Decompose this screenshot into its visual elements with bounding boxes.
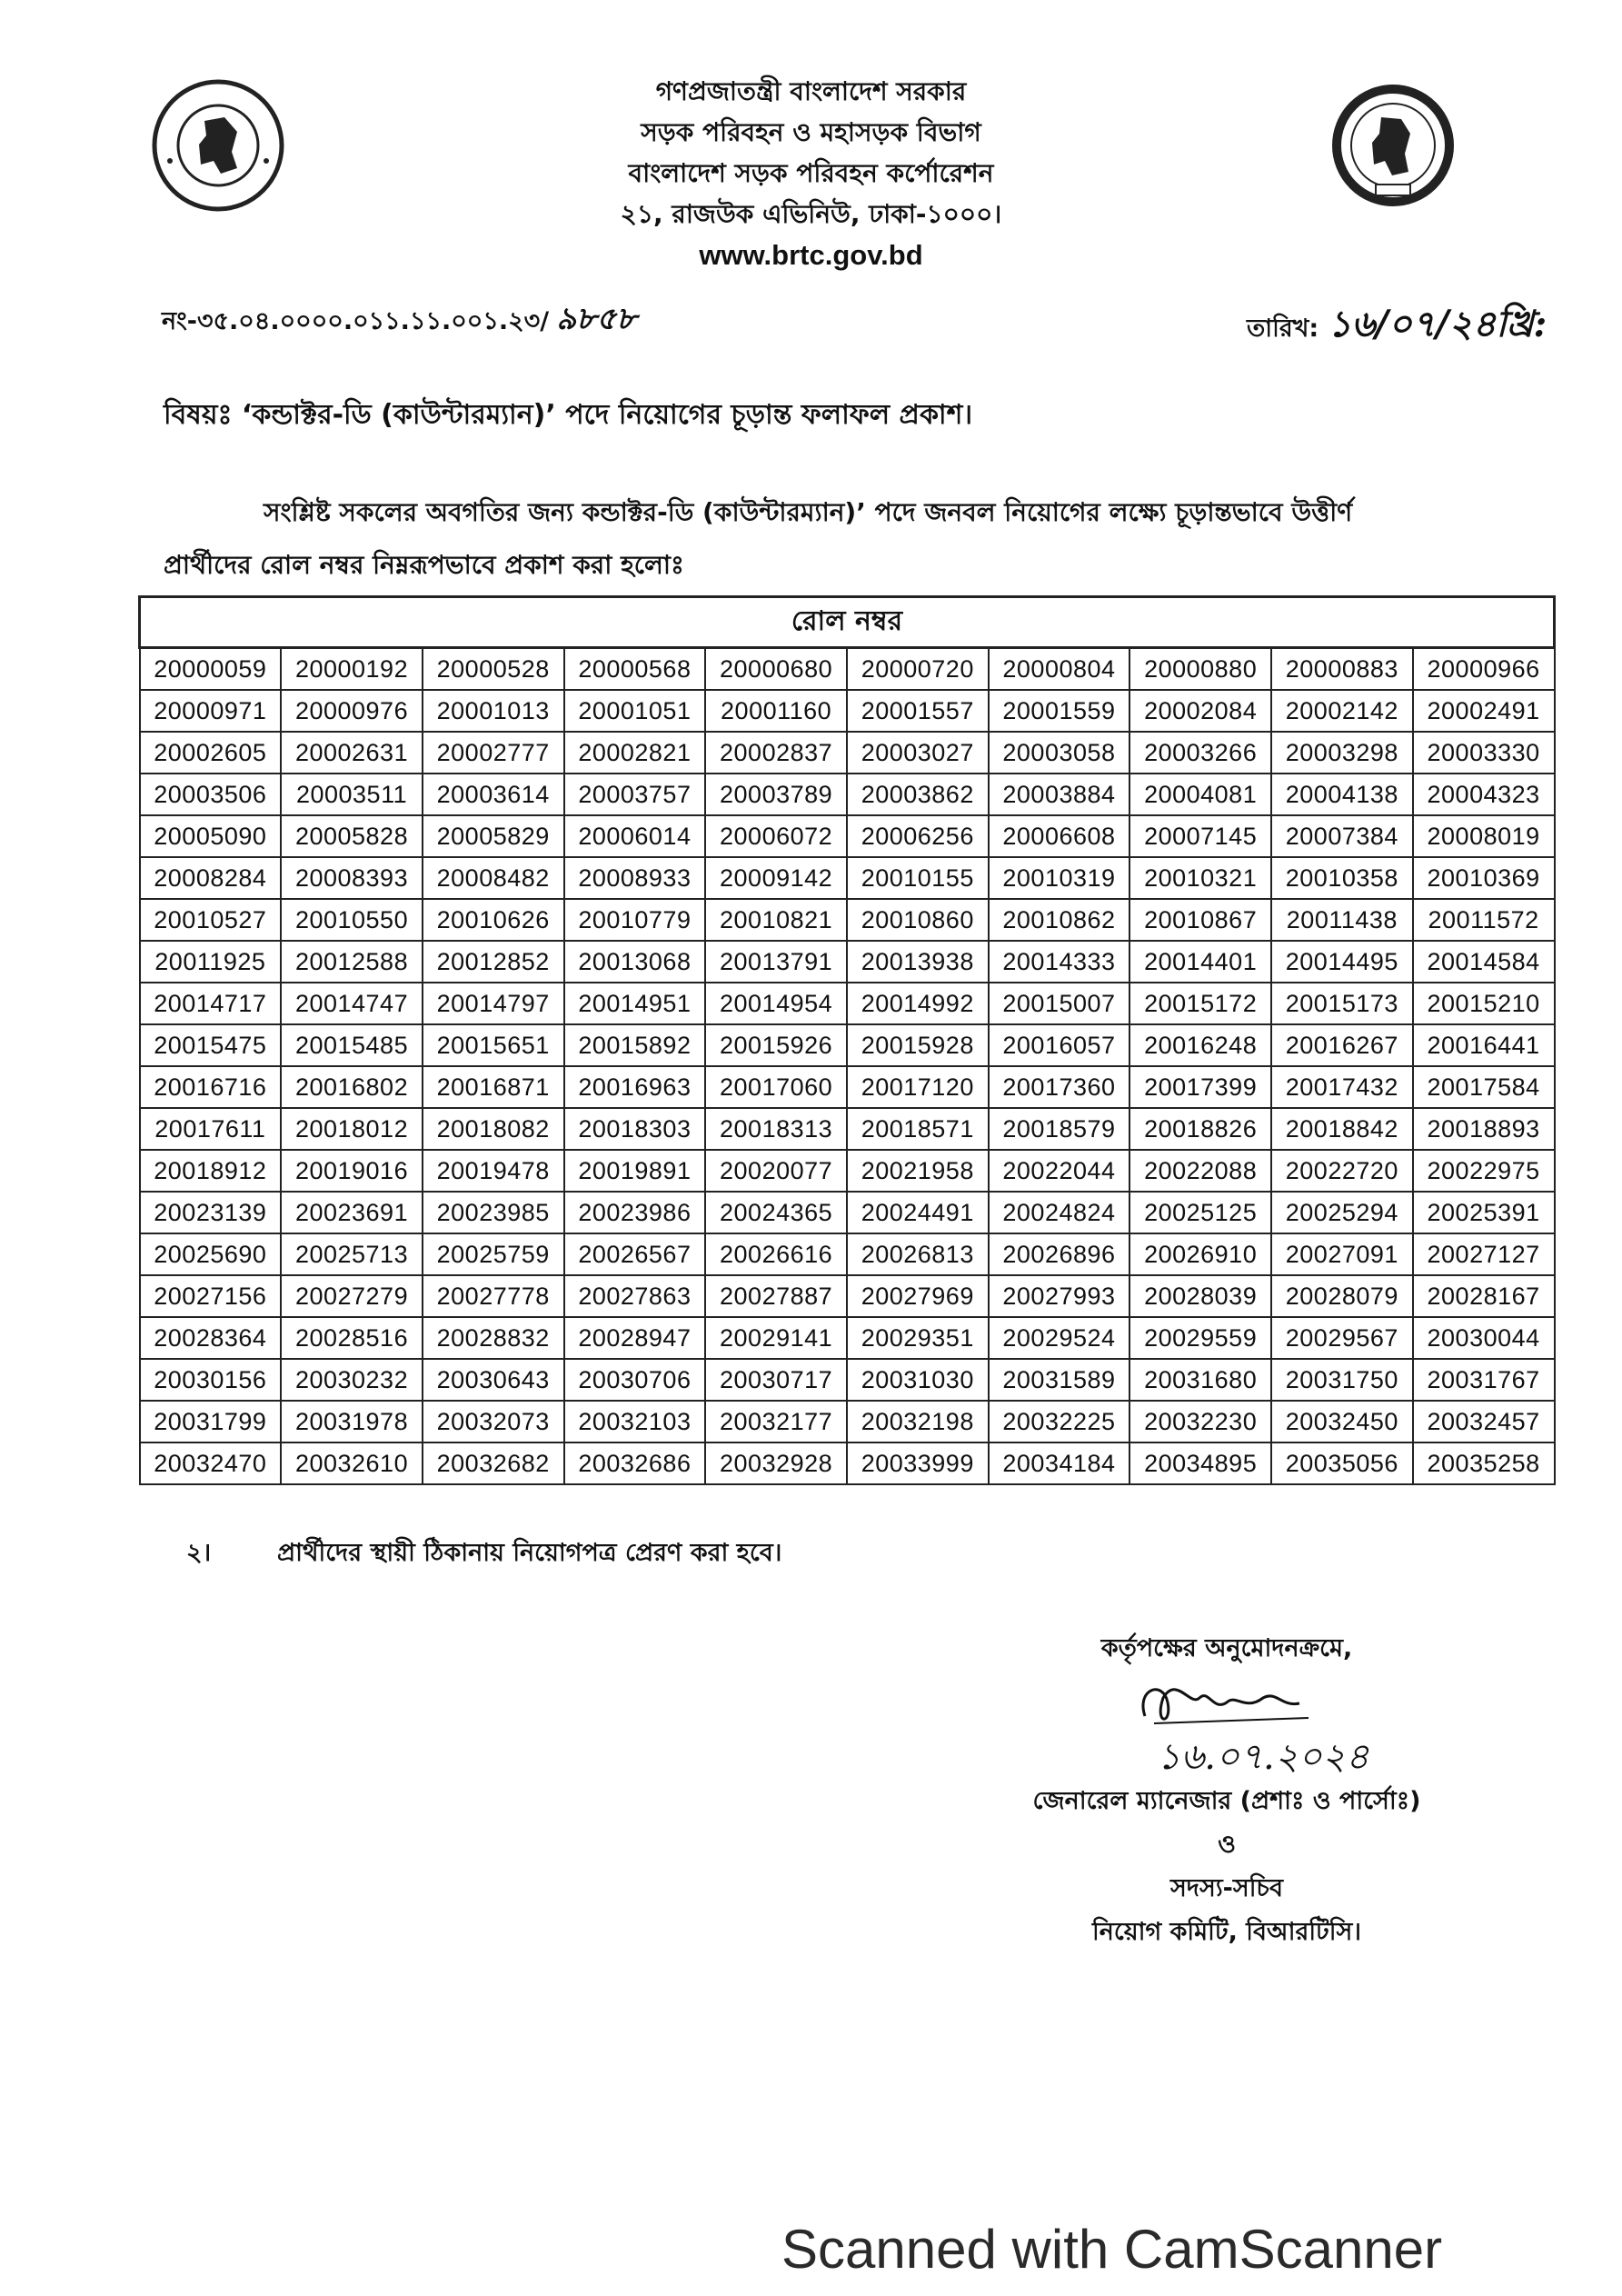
- roll-number-cell: 20013938: [847, 941, 989, 983]
- roll-number-cell: 20030706: [564, 1359, 706, 1401]
- roll-number-cell: 20028364: [140, 1317, 282, 1359]
- roll-number-cell: 20023986: [564, 1192, 706, 1233]
- roll-number-cell: 20003884: [989, 774, 1130, 815]
- roll-number-cell: 20032470: [140, 1442, 282, 1484]
- roll-number-cell: 20002084: [1129, 690, 1271, 732]
- roll-number-cell: 20014717: [140, 983, 282, 1024]
- roll-number-cell: 20014401: [1129, 941, 1271, 983]
- roll-number-cell: 20017399: [1129, 1066, 1271, 1108]
- roll-number-cell: 20010155: [847, 857, 989, 899]
- roll-number-cell: 20015172: [1129, 983, 1271, 1024]
- roll-number-cell: 20028516: [281, 1317, 423, 1359]
- roll-number-cell: 20000883: [1271, 648, 1413, 691]
- roll-number-cell: 20015210: [1413, 983, 1555, 1024]
- roll-number-cell: 20030044: [1413, 1317, 1555, 1359]
- letterhead: [0, 71, 1622, 275]
- roll-number-cell: 20023691: [281, 1192, 423, 1233]
- signature-date: ১৬.০৭.২০২৪: [1157, 1736, 1369, 1778]
- roll-number-cell: 20015926: [705, 1024, 847, 1066]
- roll-number-cell: 20026567: [564, 1233, 706, 1275]
- note-number: ২।: [186, 1539, 212, 1567]
- roll-number-cell: 20030156: [140, 1359, 282, 1401]
- table-row: [140, 1024, 1555, 1066]
- roll-number-cell: 20018893: [1413, 1108, 1555, 1150]
- roll-number-cell: 20001051: [564, 690, 706, 732]
- table-row: [140, 648, 1555, 691]
- roll-number-cell: 20006256: [847, 815, 989, 857]
- designation-committee: নিয়োগ কমিটি, বিআরটিসি।: [1092, 1918, 1361, 1946]
- roll-number-cell: 20006608: [989, 815, 1130, 857]
- table-row: [140, 1275, 1555, 1317]
- roll-number-cell: 20010358: [1271, 857, 1413, 899]
- roll-number-cell: 20018313: [705, 1108, 847, 1150]
- roll-number-cell: 20018826: [1129, 1108, 1271, 1150]
- table-header: রোল নম্বর: [140, 597, 1555, 648]
- roll-number-cell: 20014747: [281, 983, 423, 1024]
- roll-number-cell: 20031978: [281, 1401, 423, 1442]
- intro-line-1: সংশ্লিষ্ট সকলের অবগতির জন্য কন্ডাক্টর-ডি (কাউন্টারম্যান)’ পদে জনবল নিয়োগের লক্ষ্যে চূড়ান্তভাবে উত্তীর্ণ: [264, 497, 1353, 527]
- roll-number-cell: 20018303: [564, 1108, 706, 1150]
- table-row: [140, 1233, 1555, 1275]
- roll-number-cell: 20016716: [140, 1066, 282, 1108]
- roll-number-cell: 20003027: [847, 732, 989, 774]
- roll-number-cell: 20004138: [1271, 774, 1413, 815]
- roll-number-cell: 20002605: [140, 732, 282, 774]
- roll-number-cell: 20003757: [564, 774, 706, 815]
- roll-number-cell: 20008284: [140, 857, 282, 899]
- roll-number-cell: 20019016: [281, 1150, 423, 1192]
- roll-number-cell: 20007384: [1271, 815, 1413, 857]
- roll-number-cell: 20016441: [1413, 1024, 1555, 1066]
- roll-number-cell: 20016248: [1129, 1024, 1271, 1066]
- roll-number-cell: 20001013: [423, 690, 564, 732]
- roll-number-cell: 20029141: [705, 1317, 847, 1359]
- roll-number-cell: 20001559: [989, 690, 1130, 732]
- camscanner-watermark: Scanned with CamScanner: [781, 2219, 1443, 2280]
- roll-number-cell: 20009142: [705, 857, 847, 899]
- intro-line-2: প্রার্থীদের রোল নম্বর নিম্নরূপভাবে প্রকাশ করা হলোঃ: [164, 550, 684, 580]
- designation-general-manager: জেনারেল ম্যানেজার (প্রশাঃ ও পার্সোঃ): [1032, 1787, 1421, 1815]
- roll-number-cell: 20024491: [847, 1192, 989, 1233]
- roll-number-cell: 20000880: [1129, 648, 1271, 691]
- table-row: [140, 1066, 1555, 1108]
- roll-number-cell: 20000192: [281, 648, 423, 691]
- date-handwritten: ১৬/০৭/২৪খ্রি:: [1328, 303, 1547, 345]
- designation-conjunction: ও: [1218, 1831, 1236, 1859]
- table-row: [140, 1317, 1555, 1359]
- roll-number-cell: 20025759: [423, 1233, 564, 1275]
- roll-number-cell: 20000976: [281, 690, 423, 732]
- table-row: [140, 941, 1555, 983]
- roll-number-cell: 20010319: [989, 857, 1130, 899]
- roll-number-cell: 20025391: [1413, 1192, 1555, 1233]
- roll-number-cell: 20000059: [140, 648, 282, 691]
- roll-number-cell: 20032073: [423, 1401, 564, 1442]
- roll-number-cell: 20016267: [1271, 1024, 1413, 1066]
- roll-number-cell: 20018082: [423, 1108, 564, 1150]
- roll-number-cell: 20007145: [1129, 815, 1271, 857]
- roll-number-cell: 20011438: [1271, 899, 1413, 941]
- note-text: প্রার্থীদের স্থায়ী ঠিকানায় নিয়োগপত্র প্রেরণ করা হবে।: [277, 1539, 782, 1567]
- table-row: [140, 1150, 1555, 1192]
- roll-number-cell: 20010867: [1129, 899, 1271, 941]
- roll-number-cell: 20028039: [1129, 1275, 1271, 1317]
- roll-number-cell: 20025294: [1271, 1192, 1413, 1233]
- roll-number-cell: 20029524: [989, 1317, 1130, 1359]
- roll-number-cell: 20008019: [1413, 815, 1555, 857]
- roll-number-cell: 20034184: [989, 1442, 1130, 1484]
- roll-number-cell: 20030232: [281, 1359, 423, 1401]
- header-division: সড়ক পরিবহন ও মহাসড়ক বিভাগ: [641, 117, 981, 147]
- roll-number-cell: 20032450: [1271, 1401, 1413, 1442]
- roll-number-cell: 20002142: [1271, 690, 1413, 732]
- roll-number-cell: 20002837: [705, 732, 847, 774]
- roll-number-cell: 20032230: [1129, 1401, 1271, 1442]
- roll-number-cell: 20032682: [423, 1442, 564, 1484]
- roll-number-cell: 20010860: [847, 899, 989, 941]
- roll-number-cell: 20003330: [1413, 732, 1555, 774]
- roll-number-cell: 20015928: [847, 1024, 989, 1066]
- roll-number-cell: 20033999: [847, 1442, 989, 1484]
- table-row: [140, 983, 1555, 1024]
- roll-number-cell: 20032928: [705, 1442, 847, 1484]
- roll-number-cell: 20010550: [281, 899, 423, 941]
- roll-number-cell: 20004081: [1129, 774, 1271, 815]
- roll-number-cell: 20032225: [989, 1401, 1130, 1442]
- roll-number-cell: 20027156: [140, 1275, 282, 1317]
- roll-number-cell: 20010527: [140, 899, 282, 941]
- roll-number-cell: 20003862: [847, 774, 989, 815]
- roll-number-cell: 20000680: [705, 648, 847, 691]
- roll-number-cell: 20025713: [281, 1233, 423, 1275]
- roll-number-cell: 20015651: [423, 1024, 564, 1066]
- roll-number-cell: 20018912: [140, 1150, 282, 1192]
- roll-number-cell: 20022044: [989, 1150, 1130, 1192]
- roll-number-cell: 20032103: [564, 1401, 706, 1442]
- header-corporation: বাংলাদেশ সড়ক পরিবহন কর্পোরেশন: [628, 158, 994, 188]
- roll-number-table: [138, 595, 1556, 1485]
- subject-line: বিষয়ঃ ‘কন্ডাক্টর-ডি (কাউন্টারম্যান)’ পদে নিয়োগের চূড়ান্ত ফলাফল প্রকাশ।: [164, 399, 973, 431]
- roll-number-cell: 20008482: [423, 857, 564, 899]
- roll-number-cell: 20031750: [1271, 1359, 1413, 1401]
- roll-number-cell: 20027887: [705, 1275, 847, 1317]
- roll-number-cell: 20029351: [847, 1317, 989, 1359]
- memo-handwritten-number: ৯৮৫৮: [556, 301, 637, 337]
- roll-number-cell: 20029567: [1271, 1317, 1413, 1359]
- roll-number-cell: 20026813: [847, 1233, 989, 1275]
- roll-number-cell: 20003614: [423, 774, 564, 815]
- memo-date: [1247, 295, 1547, 356]
- roll-number-cell: 20031030: [847, 1359, 989, 1401]
- roll-number-cell: 20026896: [989, 1233, 1130, 1275]
- roll-number-cell: 20014992: [847, 983, 989, 1024]
- roll-number-cell: 20024365: [705, 1192, 847, 1233]
- roll-number-cell: 20016802: [281, 1066, 423, 1108]
- roll-number-cell: 20027279: [281, 1275, 423, 1317]
- roll-number-cell: 20032198: [847, 1401, 989, 1442]
- roll-number-cell: 20032610: [281, 1442, 423, 1484]
- roll-number-cell: 20011572: [1413, 899, 1555, 941]
- roll-number-cell: 20014954: [705, 983, 847, 1024]
- roll-number-cell: 20003266: [1129, 732, 1271, 774]
- header-government: গণপ্রজাতন্ত্রী বাংলাদেশ সরকার: [655, 76, 967, 106]
- roll-number-cell: 20006014: [564, 815, 706, 857]
- roll-number-cell: 20001160: [705, 690, 847, 732]
- handwritten-signature: [1127, 1671, 1327, 1734]
- table-row: [140, 899, 1555, 941]
- roll-number-cell: 20020077: [705, 1150, 847, 1192]
- roll-number-cell: 20026616: [705, 1233, 847, 1275]
- roll-number-cell: 20000966: [1413, 648, 1555, 691]
- roll-number-cell: 20005829: [423, 815, 564, 857]
- roll-number-cell: 20017432: [1271, 1066, 1413, 1108]
- signature-block: [981, 1627, 1472, 1954]
- roll-number-cell: 20010779: [564, 899, 706, 941]
- roll-number-cell: 20031680: [1129, 1359, 1271, 1401]
- roll-number-cell: 20014495: [1271, 941, 1413, 983]
- roll-number-cell: 20022720: [1271, 1150, 1413, 1192]
- roll-number-cell: 20002491: [1413, 690, 1555, 732]
- roll-number-cell: 20023985: [423, 1192, 564, 1233]
- roll-number-cell: 20034895: [1129, 1442, 1271, 1484]
- date-label: তারিখ:: [1247, 314, 1319, 343]
- roll-number-cell: 20017120: [847, 1066, 989, 1108]
- table-row: [140, 857, 1555, 899]
- roll-number-cell: 20011925: [140, 941, 282, 983]
- roll-number-cell: 20000528: [423, 648, 564, 691]
- table-row: [140, 1192, 1555, 1233]
- roll-number-cell: 20017611: [140, 1108, 282, 1150]
- roll-number-cell: 20012588: [281, 941, 423, 983]
- roll-number-cell: 20001557: [847, 690, 989, 732]
- roll-number-cell: 20025690: [140, 1233, 282, 1275]
- roll-number-cell: 20000971: [140, 690, 282, 732]
- roll-number-cell: 20031767: [1413, 1359, 1555, 1401]
- roll-number-cell: 20000720: [847, 648, 989, 691]
- header-address: ২১, রাজউক এভিনিউ, ঢাকা-১০০০।: [620, 199, 1002, 229]
- approval-text: কর্তৃপক্ষের অনুমোদনক্রমে,: [1100, 1634, 1353, 1662]
- roll-number-cell: 20032457: [1413, 1401, 1555, 1442]
- roll-number-cell: 20002777: [423, 732, 564, 774]
- table-row: [140, 690, 1555, 732]
- roll-number-cell: 20017584: [1413, 1066, 1555, 1108]
- designation-member-secretary: সদস্য-সচিব: [1169, 1874, 1284, 1902]
- roll-number-cell: 20028079: [1271, 1275, 1413, 1317]
- roll-number-cell: 20027863: [564, 1275, 706, 1317]
- roll-number-cell: 20003511: [281, 774, 423, 815]
- roll-number-cell: 20010369: [1413, 857, 1555, 899]
- roll-number-cell: 20035258: [1413, 1442, 1555, 1484]
- header-website: www.brtc.gov.bd: [699, 239, 923, 271]
- table-row: [140, 1401, 1555, 1442]
- roll-number-cell: 20035056: [1271, 1442, 1413, 1484]
- roll-number-cell: 20006072: [705, 815, 847, 857]
- roll-number-cell: 20012852: [423, 941, 564, 983]
- table-row: [140, 732, 1555, 774]
- roll-number-cell: 20000804: [989, 648, 1130, 691]
- roll-number-cell: 20018012: [281, 1108, 423, 1150]
- note-item: [186, 1534, 781, 1575]
- roll-number-cell: 20022088: [1129, 1150, 1271, 1192]
- roll-number-cell: 20027969: [847, 1275, 989, 1317]
- roll-number-cell: 20027091: [1271, 1233, 1413, 1275]
- roll-number-cell: 20029559: [1129, 1317, 1271, 1359]
- roll-number-cell: 20002631: [281, 732, 423, 774]
- roll-number-cell: 20003058: [989, 732, 1130, 774]
- roll-number-cell: 20027778: [423, 1275, 564, 1317]
- roll-number-cell: 20018571: [847, 1108, 989, 1150]
- roll-number-cell: 20000568: [564, 648, 706, 691]
- roll-number-cell: 20018579: [989, 1108, 1130, 1150]
- roll-number-cell: 20024824: [989, 1192, 1130, 1233]
- roll-number-cell: 20003506: [140, 774, 282, 815]
- roll-number-cell: 20010321: [1129, 857, 1271, 899]
- table-row: [140, 1108, 1555, 1150]
- roll-number-cell: 20008933: [564, 857, 706, 899]
- roll-number-cell: 20027993: [989, 1275, 1130, 1317]
- roll-number-cell: 20015892: [564, 1024, 706, 1066]
- roll-number-cell: 20031799: [140, 1401, 282, 1442]
- roll-number-cell: 20019891: [564, 1150, 706, 1192]
- roll-number-cell: 20005828: [281, 815, 423, 857]
- memo-number: [162, 295, 636, 347]
- roll-number-cell: 20027127: [1413, 1233, 1555, 1275]
- roll-number-cell: 20002821: [564, 732, 706, 774]
- roll-number-cell: 20005090: [140, 815, 282, 857]
- roll-number-cell: 20003298: [1271, 732, 1413, 774]
- roll-number-cell: 20032177: [705, 1401, 847, 1442]
- roll-number-cell: 20026910: [1129, 1233, 1271, 1275]
- roll-number-cell: 20008393: [281, 857, 423, 899]
- roll-number-cell: 20010862: [989, 899, 1130, 941]
- roll-number-cell: 20028832: [423, 1317, 564, 1359]
- roll-number-cell: 20014333: [989, 941, 1130, 983]
- roll-number-cell: 20018842: [1271, 1108, 1413, 1150]
- memo-prefix: নং-৩৫.০৪.০০০০.০১১.১১.০০১.২৩/: [162, 307, 550, 335]
- roll-number-cell: 20015173: [1271, 983, 1413, 1024]
- roll-number-cell: 20016871: [423, 1066, 564, 1108]
- roll-number-cell: 20017060: [705, 1066, 847, 1108]
- roll-number-cell: 20010626: [423, 899, 564, 941]
- roll-number-cell: 20030717: [705, 1359, 847, 1401]
- roll-number-cell: 20013068: [564, 941, 706, 983]
- roll-number-cell: 20028167: [1413, 1275, 1555, 1317]
- roll-number-cell: 20016963: [564, 1066, 706, 1108]
- roll-number-cell: 20017360: [989, 1066, 1130, 1108]
- roll-number-cell: 20015475: [140, 1024, 282, 1066]
- table-row: [140, 774, 1555, 815]
- table-row: [140, 1442, 1555, 1484]
- roll-number-cell: 20014584: [1413, 941, 1555, 983]
- roll-number-cell: 20032686: [564, 1442, 706, 1484]
- roll-number-cell: 20025125: [1129, 1192, 1271, 1233]
- table-row: [140, 815, 1555, 857]
- roll-number-cell: 20028947: [564, 1317, 706, 1359]
- roll-number-cell: 20031589: [989, 1359, 1130, 1401]
- roll-number-cell: 20021958: [847, 1150, 989, 1192]
- roll-number-cell: 20030643: [423, 1359, 564, 1401]
- roll-number-cell: 20019478: [423, 1150, 564, 1192]
- roll-number-cell: 20004323: [1413, 774, 1555, 815]
- roll-number-cell: 20015485: [281, 1024, 423, 1066]
- roll-number-cell: 20015007: [989, 983, 1130, 1024]
- roll-number-cell: 20014951: [564, 983, 706, 1024]
- roll-table-body: [140, 648, 1555, 1485]
- roll-number-cell: 20014797: [423, 983, 564, 1024]
- roll-number-cell: 20016057: [989, 1024, 1130, 1066]
- roll-number-cell: 20010821: [705, 899, 847, 941]
- roll-number-cell: 20022975: [1413, 1150, 1555, 1192]
- roll-number-cell: 20013791: [705, 941, 847, 983]
- roll-number-cell: 20003789: [705, 774, 847, 815]
- table-row: [140, 1359, 1555, 1401]
- roll-number-cell: 20023139: [140, 1192, 282, 1233]
